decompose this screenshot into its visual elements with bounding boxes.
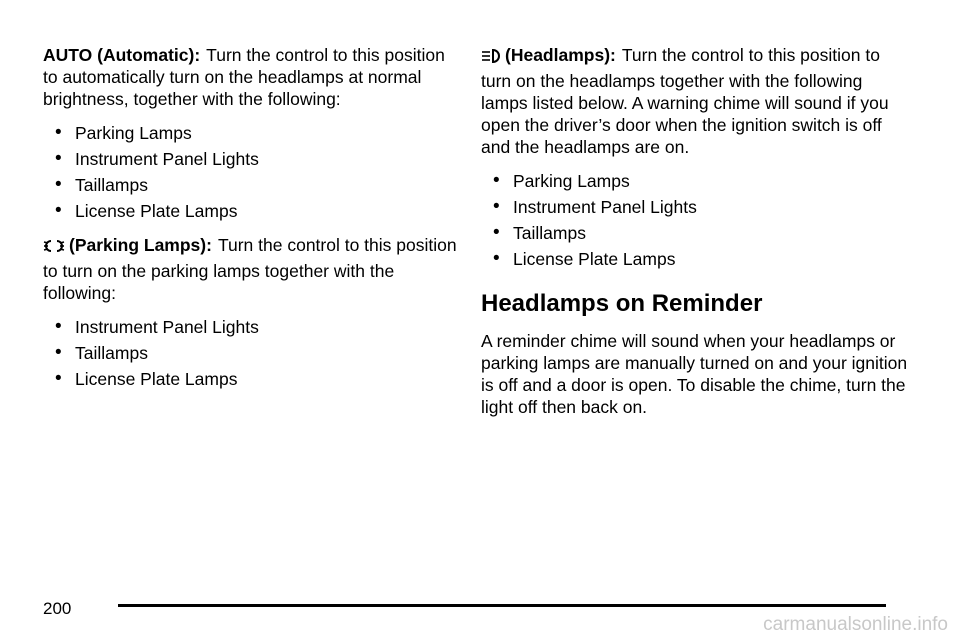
auto-paragraph <box>43 44 463 110</box>
right-column <box>481 44 911 430</box>
parking-list <box>43 316 463 390</box>
reminder-text: A reminder chime will sound when your headlamps or parking lamps are manually turned on and your ignition is off and a door is open. To disable the chime, turn the light off then back on. <box>481 331 908 417</box>
list-item: • License Plate Lamps <box>481 248 911 270</box>
footer-rule <box>118 604 886 607</box>
auto-label: AUTO (Automatic): <box>43 45 201 65</box>
headlamps-list <box>481 170 911 270</box>
headlamps-icon <box>481 47 501 70</box>
reminder-heading: Headlamps on Reminder <box>481 290 763 317</box>
list-item: • Instrument Panel Lights <box>481 196 911 218</box>
parking-label: (Parking Lamps): <box>69 235 212 255</box>
auto-text: Turn the control to this position to automatically turn on the headlamps at normal brightness, together with the following: <box>43 45 445 109</box>
parking-lamps-icon <box>43 237 65 260</box>
parking-text: Turn the control to this position to turn on the parking lamps together with the following: <box>43 235 457 303</box>
list-item: • License Plate Lamps <box>43 200 463 222</box>
list-item: • Instrument Panel Lights <box>43 316 463 338</box>
headlamps-paragraph <box>481 44 911 158</box>
headlamps-label: (Headlamps): <box>505 45 616 65</box>
headlamps-text: Turn the control to this position to turn on the headlamps together with the following lamps listed below. A warning chime will sound if you open the driver’s door when the ignition switch is off and the headlamps are on. <box>481 45 889 157</box>
list-item: • Parking Lamps <box>481 170 911 192</box>
left-column <box>43 44 463 402</box>
list-item: • Instrument Panel Lights <box>43 148 463 170</box>
list-item: • License Plate Lamps <box>43 368 463 390</box>
watermark: carmanualsonline.info <box>763 614 948 635</box>
list-item: • Taillamps <box>43 174 463 196</box>
list-item: • Taillamps <box>481 222 911 244</box>
list-item: • Parking Lamps <box>43 122 463 144</box>
parking-paragraph <box>43 234 463 304</box>
page-number: 200 <box>43 599 72 618</box>
auto-list <box>43 122 463 222</box>
list-item: • Taillamps <box>43 342 463 364</box>
